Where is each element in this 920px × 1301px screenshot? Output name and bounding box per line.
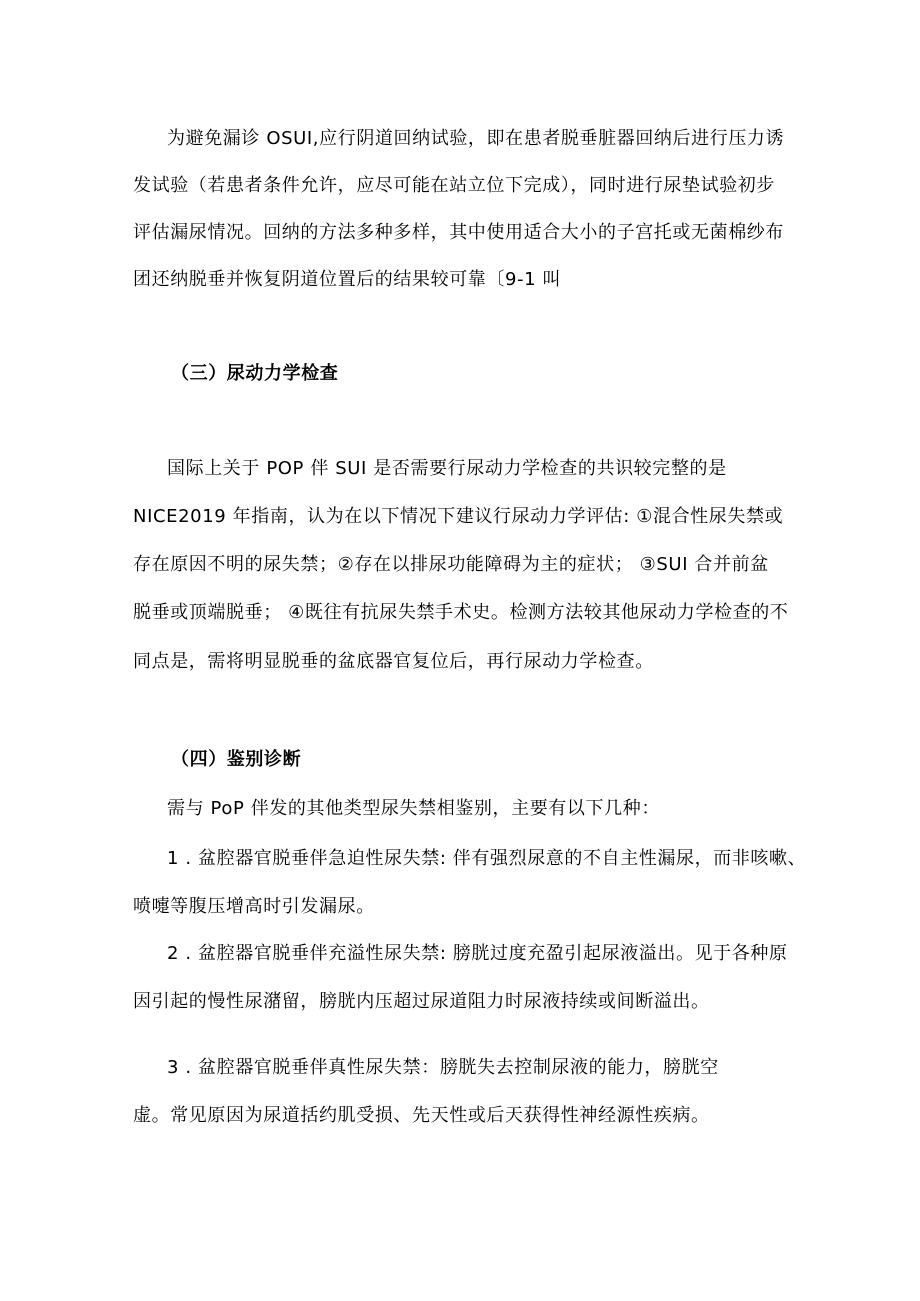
- text-line: 2 . 盆腔器官脱垂伴充溢性尿失禁: 膀胱过度充盈引起尿液溢出。见于各种原: [167, 943, 788, 964]
- text-line: 存在原因不明的尿失禁；②存在以排尿功能障碍为主的症状； ③SUI 合并前盆: [133, 554, 769, 575]
- section-heading-urodynamics: （三）尿动力学检查: [171, 363, 339, 384]
- text-line: 评估漏尿情况。回纳的方法多种多样，其中使用适合大小的子宫托或无菌棉纱布: [133, 222, 784, 243]
- text-line: 同点是，需将明显脱垂的盆底器官复位后，再行尿动力学检查。: [133, 651, 654, 672]
- text-line: 因引起的慢性尿潴留，膀胱内压超过尿道阻力时尿液持续或间断溢出。: [133, 991, 710, 1012]
- text-line: 为避免漏诊 OSUI,应行阴道回纳试验，即在患者脱垂脏器回纳后进行压力诱: [167, 128, 785, 149]
- text-line: 脱垂或顶端脱垂； ④既往有抗尿失禁手术史。检测方法较其他尿动力学检查的不: [133, 602, 789, 623]
- differential-intro: 需与 PoP 伴发的其他类型尿失禁相鉴别，主要有以下几种：: [167, 798, 660, 819]
- text-line: 国际上关于 POP 伴 SUI 是否需要行尿动力学检查的共识较完整的是: [167, 458, 727, 479]
- text-line: 3 . 盆腔器官脱垂伴真性尿失禁：膀胱失去控制尿液的能力，膀胱空: [167, 1057, 719, 1078]
- text-line: 喷嚏等腹压增高时引发漏尿。: [133, 896, 375, 917]
- text-line: 1 . 盆腔器官脱垂伴急迫性尿失禁: 伴有强烈尿意的不自主性漏尿，而非咳嗽、: [167, 848, 807, 869]
- text-line: 团还纳脱垂并恢复阴道位置后的结果较可靠〔9-1 叫: [133, 269, 562, 290]
- text-line: NICE2019 年指南，认为在以下情况下建议行尿动力学评估: ①混合性尿失禁或: [133, 506, 784, 527]
- text-line: 发试验（若患者条件允许，应尽可能在站立位下完成），同时进行尿垫试验初步: [133, 175, 775, 196]
- text-line: 虚。常见原因为尿道括约肌受损、先天性或后天获得性神经源性疾病。: [133, 1105, 710, 1126]
- section-heading-differential-diagnosis: （四）鉴别诊断: [171, 749, 302, 770]
